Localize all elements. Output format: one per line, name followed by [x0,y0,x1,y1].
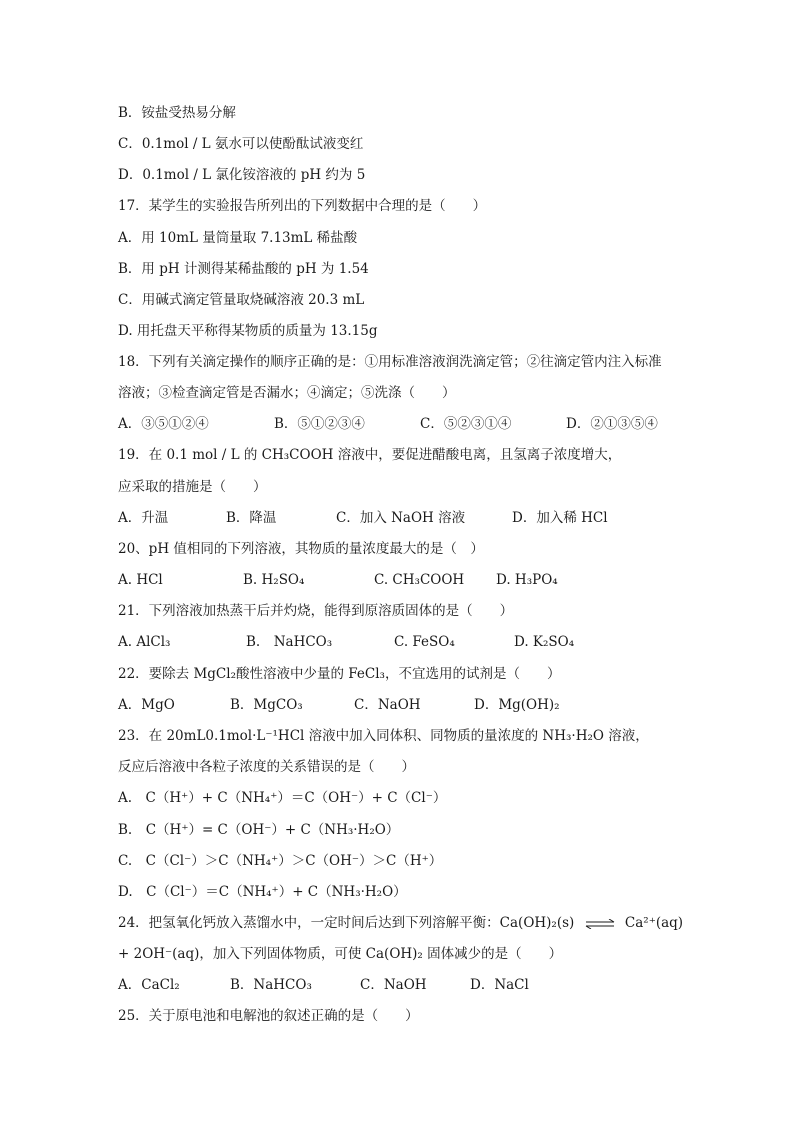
question-23-option-b: B. C（H⁺）= C（OH⁻）+ C（NH₃·H₂O） [118,822,400,838]
question-20: 20、pH 值相同的下列溶液，其物质的量浓度最大的是（ ） [118,541,484,557]
question-23-line-1: 23．在 20mL0.1mol·L⁻¹HCl 溶液中加入同体积、同物质的量浓度的 NH₃·H₂O 溶液， [118,728,649,744]
question-20-option-a: A. HCl [118,572,163,588]
question-20-option-b: B. H₂SO₄ [243,572,305,588]
question-17-option-b: B．用 pH 计测得某稀盐酸的 pH 为 1.54 [118,261,369,277]
question-23-option-c: C. C（Cl⁻）＞C（NH₄⁺）＞C（OH⁻）＞C（H⁺） [118,853,443,869]
question-20-option-d: D. H₃PO₄ [496,572,558,588]
question-24-line-2: + 2OH⁻(aq)，加入下列固体物质，可使 Ca(OH)₂ 固体减少的是（ ） [118,946,563,962]
question-23-option-d: D. C（Cl⁻）＝C（NH₄⁺）+ C（NH₃·H₂O） [118,884,407,900]
question-21-option-a: A. AlCl₃ [118,634,171,650]
question-22-option-b: B．MgCO₃ [230,697,303,713]
question-19-option-d: D．加入稀 HCl [512,510,608,526]
equilibrium-arrow-icon [585,919,615,929]
question-21-option-b: B. NaHCO₃ [246,634,333,650]
question-24-option-b: B．NaHCO₃ [230,977,312,993]
question-21-option-d: D. K₂SO₄ [514,634,575,650]
question-22-option-a: A．MgO [118,697,175,713]
question-25: 25．关于原电池和电解池的叙述正确的是（ ） [118,1008,419,1024]
question-18-line-2: 溶液；③检查滴定管是否漏水；④滴定；⑤洗涤（ ） [118,385,456,401]
question-22-option-d: D．Mg(OH)₂ [474,697,560,713]
question-24-text: 24．把氢氧化钙放入蒸馏水中，一定时间后达到下列溶解平衡：Ca(OH)₂(s) [118,915,575,931]
question-21: 21．下列溶液加热蒸干后并灼烧，能得到原溶质固体的是（ ） [118,603,514,619]
question-17: 17．某学生的实验报告所列出的下列数据中合理的是（ ） [118,198,487,214]
question-24-line-1 [118,914,683,932]
question-24-ion-product: Ca²⁺(aq) [624,915,684,931]
option-d-ammonium-chloride: D．0.1mol / L 氯化铵溶液的 pH 约为 5 [118,167,366,183]
question-17-option-c: C．用碱式滴定管量取烧碱溶液 20.3 mL [118,292,365,308]
question-17-option-a: A．用 10mL 量筒量取 7.13mL 稀盐酸 [118,230,358,246]
question-18-option-b: B．⑤①②③④ [274,416,365,432]
question-24-option-a: A．CaCl₂ [118,977,180,993]
option-b-ammonium-salt: B．铵盐受热易分解 [118,105,236,121]
question-19-line-2: 应采取的措施是（ ） [118,479,267,495]
question-19-option-a: A．升温 [118,510,169,526]
question-19-line-1: 19．在 0.1 mol / L 的 CH₃COOH 溶液中，要促进醋酸电离，且氢离子浓度增大， [118,447,622,463]
question-18-option-c: C．⑤②③①④ [420,416,512,432]
question-23-option-a: A. C（H⁺）+ C（NH₄⁺）＝C（OH⁻）+ C（Cl⁻） [118,790,447,806]
question-18-option-d: D．②①③⑤④ [566,416,658,432]
question-24-option-c: C．NaOH [360,977,427,993]
question-17-option-d: D. 用托盘天平称得某物质的质量为 13.15g [118,323,378,339]
question-19-option-c: C．加入 NaOH 溶液 [336,510,466,526]
option-c-ammonia: C．0.1mol / L 氨水可以使酚酞试液变红 [118,136,364,152]
question-22-option-c: C．NaOH [354,697,421,713]
question-24-option-d: D．NaCl [470,977,529,993]
question-22: 22．要除去 MgCl₂酸性溶液中少量的 FeCl₃，不宜选用的试剂是（ ） [118,666,561,682]
question-23-line-2: 反应后溶液中各粒子浓度的关系错误的是（ ） [118,759,415,775]
question-21-option-c: C. FeSO₄ [394,634,455,650]
question-18-option-a: A．③⑤①②④ [118,416,209,432]
question-19-option-b: B．降温 [226,510,277,526]
question-20-option-c: C. CH₃COOH [374,572,465,588]
question-18-line-1: 18．下列有关滴定操作的顺序正确的是：①用标准溶液润洗滴定管；②往滴定管内注入标准 [118,354,662,370]
